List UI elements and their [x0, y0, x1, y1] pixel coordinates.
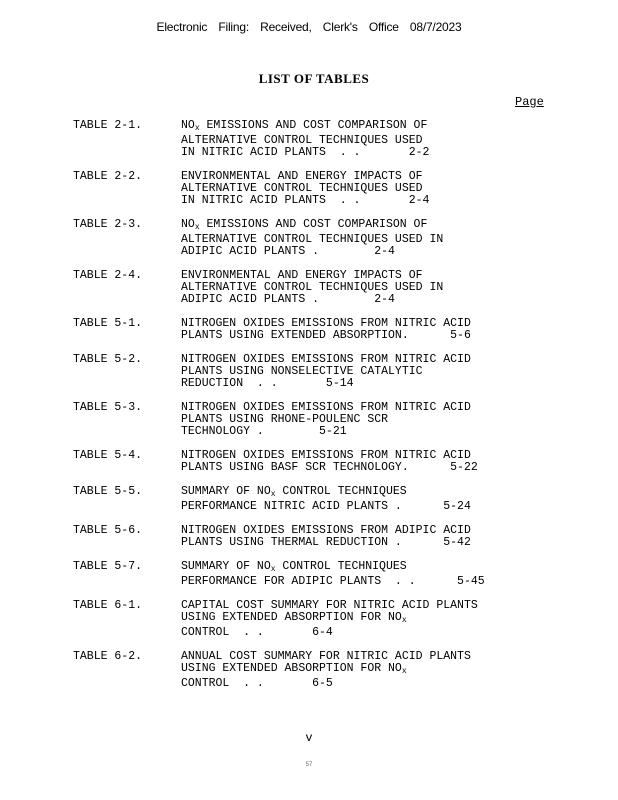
title-text: PLANTS USING NONSELECTIVE CATALYTIC	[181, 365, 423, 378]
toc-entry-line	[181, 501, 593, 513]
toc-entry-label: TABLE 6-2.	[73, 650, 143, 663]
title-text: PERFORMANCE FOR ADIPIC PLANTS . . 5-45	[181, 575, 485, 588]
page-title: LIST OF TABLES	[258, 71, 370, 86]
toc-entry	[73, 270, 593, 306]
title-text: EMISSIONS AND COST COMPARISON OF	[199, 218, 428, 231]
page-column-heading: Page	[515, 95, 544, 109]
toc-entry	[73, 171, 593, 207]
title-text: ALTERNATIVE CONTROL TECHNIQUES USED IN	[181, 233, 444, 246]
toc-entry	[73, 219, 593, 258]
toc-entry-label: TABLE 6-1.	[73, 599, 143, 612]
title-text: USING EXTENDED ABSORPTION FOR NO	[181, 662, 402, 675]
toc-entry-line	[181, 561, 593, 576]
title-text: CONTROL . . 6-4	[181, 626, 333, 639]
title-text: REDUCTION . . 5-14	[181, 377, 354, 390]
toc-entry	[73, 561, 593, 588]
title-text: PLANTS USING THERMAL REDUCTION . 5-42	[181, 536, 471, 549]
toc-entry-label: TABLE 2-3.	[73, 218, 143, 231]
title-text: IN NITRIC ACID PLANTS . . 2-4	[181, 194, 430, 207]
toc-entry-line	[181, 627, 593, 639]
page-number: v	[305, 731, 313, 745]
toc-entry-label: TABLE 5-3.	[73, 401, 143, 414]
toc-entry-title	[181, 120, 593, 159]
title-text: PLANTS USING EXTENDED ABSORPTION. 5-6	[181, 329, 471, 342]
footer-number: 57	[305, 762, 313, 768]
title-text: ALTERNATIVE CONTROL TECHNIQUES USED	[181, 134, 423, 147]
title-text: ENVIRONMENTAL AND ENERGY IMPACTS OF	[181, 170, 423, 183]
toc-entry-label: TABLE 5-6.	[73, 524, 143, 537]
subscript-text: x	[401, 616, 407, 625]
subscript-text: x	[401, 667, 407, 676]
toc-entry	[73, 318, 593, 342]
title-text: EMISSIONS AND COST COMPARISON OF	[199, 119, 428, 132]
toc-entry-label: TABLE 5-2.	[73, 353, 143, 366]
toc-entry-line	[181, 219, 593, 234]
title-text: ALTERNATIVE CONTROL TECHNIQUES USED	[181, 182, 423, 195]
title-text: NO	[181, 218, 195, 231]
toc-entry-label: TABLE 5-4.	[73, 449, 143, 462]
toc-entry-line	[181, 612, 593, 627]
title-text: IN NITRIC ACID PLANTS . . 2-2	[181, 146, 430, 159]
subscript-text: x	[194, 223, 200, 232]
toc-entry-title	[181, 219, 593, 258]
title-text: NITROGEN OXIDES EMISSIONS FROM NITRIC ACID	[181, 449, 471, 462]
toc-entry-line	[181, 120, 593, 135]
toc-entry	[73, 120, 593, 159]
toc-entry-line	[181, 462, 593, 474]
toc-entry	[73, 450, 593, 474]
title-text: ANNUAL COST SUMMARY FOR NITRIC ACID PLANTS	[181, 650, 471, 663]
title-text: USING EXTENDED ABSORPTION FOR NO	[181, 611, 402, 624]
title-text: NITROGEN OXIDES EMISSIONS FROM NITRIC ACID	[181, 401, 471, 414]
toc-entry-label: TABLE 5-5.	[73, 485, 143, 498]
toc-entry-line	[181, 246, 593, 258]
toc-entry-line	[181, 147, 593, 159]
toc-entry-label: TABLE 2-2.	[73, 170, 143, 183]
title-text: TECHNOLOGY . 5-21	[181, 425, 347, 438]
title-text: SUMMARY OF NO	[181, 560, 271, 573]
toc-entry-line	[181, 576, 593, 588]
toc-entry-title	[181, 318, 593, 342]
toc-entry-title	[181, 171, 593, 207]
toc-entry-line	[181, 294, 593, 306]
title-text: NO	[181, 119, 195, 132]
title-text: PLANTS USING BASF SCR TECHNOLOGY. 5-22	[181, 461, 478, 474]
toc-entry-title	[181, 402, 593, 438]
toc-entry	[73, 600, 593, 639]
toc-entry-line	[181, 426, 593, 438]
toc-entry-label: TABLE 5-1.	[73, 317, 143, 330]
toc-entry	[73, 486, 593, 513]
toc-entry-title	[181, 486, 593, 513]
toc-entry-line	[181, 663, 593, 678]
subscript-text: x	[194, 124, 200, 133]
toc-entry-title	[181, 600, 593, 639]
title-text: NITROGEN OXIDES EMISSIONS FROM ADIPIC ACID	[181, 524, 471, 537]
title-text: NITROGEN OXIDES EMISSIONS FROM NITRIC ACID	[181, 353, 471, 366]
toc-entry-title	[181, 354, 593, 390]
toc-entry-line	[181, 195, 593, 207]
toc-entry-title	[181, 270, 593, 306]
title-text: ENVIRONMENTAL AND ENERGY IMPACTS OF	[181, 269, 423, 282]
title-text: NITROGEN OXIDES EMISSIONS FROM NITRIC ACID	[181, 317, 471, 330]
title-text: CONTROL TECHNIQUES	[275, 560, 407, 573]
toc-entry	[73, 402, 593, 438]
title-text: PERFORMANCE NITRIC ACID PLANTS . 5-24	[181, 500, 471, 513]
filing-header: Electronic Filing: Received, Clerk's Office 08/7/2023	[156, 20, 462, 34]
toc-entry-title	[181, 561, 593, 588]
toc-entry-line	[181, 678, 593, 690]
toc-entry-line	[181, 537, 593, 549]
toc-entry-label: TABLE 5-7.	[73, 560, 143, 573]
title-text: CONTROL . . 6-5	[181, 677, 333, 690]
toc-entry-line	[181, 378, 593, 390]
toc-entry-line	[181, 330, 593, 342]
title-text: ADIPIC ACID PLANTS . 2-4	[181, 245, 395, 258]
table-list	[73, 120, 593, 702]
title-text: ALTERNATIVE CONTROL TECHNIQUES USED IN	[181, 281, 444, 294]
subscript-text: x	[270, 490, 276, 499]
toc-entry-label: TABLE 2-1.	[73, 119, 143, 132]
subscript-text: x	[270, 565, 276, 574]
title-text: PLANTS USING RHONE-POULENC SCR	[181, 413, 389, 426]
toc-entry-title	[181, 651, 593, 690]
title-text: ADIPIC ACID PLANTS . 2-4	[181, 293, 395, 306]
title-text: CAPITAL COST SUMMARY FOR NITRIC ACID PLANTS	[181, 599, 478, 612]
title-text: SUMMARY OF NO	[181, 485, 271, 498]
toc-entry-title	[181, 450, 593, 474]
toc-entry-label: TABLE 2-4.	[73, 269, 143, 282]
toc-entry	[73, 525, 593, 549]
toc-entry	[73, 354, 593, 390]
title-text: CONTROL TECHNIQUES	[275, 485, 407, 498]
toc-entry-line	[181, 486, 593, 501]
toc-entry-title	[181, 525, 593, 549]
toc-entry	[73, 651, 593, 690]
